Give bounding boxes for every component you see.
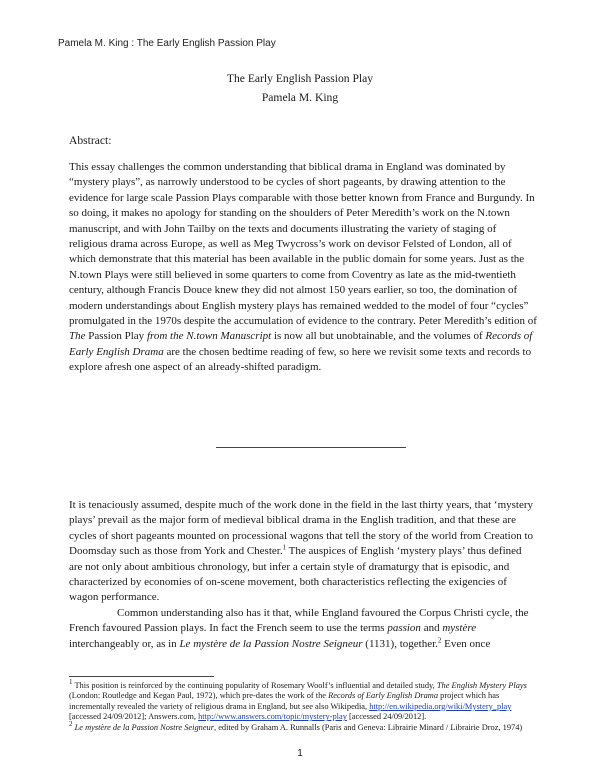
footnote-1 bbox=[69, 678, 537, 723]
body-text-span: (1131), together. bbox=[362, 637, 438, 650]
running-header: Pamela M. King : The Early English Passion Play bbox=[58, 38, 276, 49]
body-text-span: and bbox=[420, 622, 443, 635]
body-text bbox=[69, 498, 537, 652]
footnote-2 bbox=[69, 719, 537, 733]
footnote-italic: The English Mystery Plays bbox=[436, 681, 527, 690]
body-italic: passion bbox=[387, 622, 421, 635]
body-paragraph-2 bbox=[69, 606, 537, 652]
footnote-text: [accessed 24/09/2012]; Answers.com, bbox=[69, 712, 199, 722]
footnote-text: project which has incrementally revealed the variety of religious drama in England, but see also Wikipedia, bbox=[69, 691, 500, 711]
footnote-text: This position is reinforced by the continuing popularity of Rosemary Woolf’s influential and detailed study, bbox=[72, 681, 437, 690]
abstract-label: Abstract: bbox=[69, 134, 112, 147]
body-text-span: Common understanding also has it that, while England favoured the Corpus Christi cycle, the French favoured Passion plays. In fact the French seem to use the terms bbox=[69, 606, 529, 635]
body-text-span: interchangeably or, as in bbox=[69, 637, 180, 650]
footnote-text: (London: Routledge and Kegan Paul, 1972), which pre-dates the work of the bbox=[69, 691, 329, 701]
paper-title: The Early English Passion Play bbox=[226, 72, 374, 85]
abstract-italic-ntown: from the N.town Manuscript bbox=[146, 330, 272, 343]
body-paragraph-1 bbox=[69, 498, 537, 606]
footnote-ref-1[interactable]: 1 bbox=[282, 543, 287, 552]
page-number: 1 bbox=[297, 748, 303, 759]
abstract-text: are the chosen bedtime reading of few, so here we revisit some texts and records to explore afresh one aspect of an already-shifted paradigm. bbox=[69, 345, 532, 374]
body-text-span: It is tenaciously assumed, despite much of the work done in the field in the last thirty years, that ‘mystery plays’ prevail as the major form of medieval biblical drama in the English tradition, and that these are cycles of short pageants mounted on processional wagons that tell the story of the world from Creation to Doomsday such as those from York and Chester. bbox=[69, 499, 534, 558]
paper-author: Pamela M. King bbox=[261, 91, 339, 104]
footnote-italic: Records of Early English Drama bbox=[328, 691, 439, 701]
footnotes bbox=[69, 678, 537, 733]
abstract-text: Passion Play bbox=[85, 330, 147, 343]
footnote-number-2: 2 bbox=[69, 719, 73, 728]
abstract-paragraph bbox=[69, 160, 537, 376]
answers-link[interactable]: http://www.answers.com/topic/mystery-play bbox=[198, 712, 347, 722]
section-separator bbox=[216, 447, 406, 448]
footnote-ref-2[interactable]: 2 bbox=[437, 636, 442, 644]
body-text-span: Even once bbox=[441, 637, 491, 650]
abstract-text: This essay challenges the common understanding that biblical drama in England was dominated by “mystery plays”, as narrowly understood to be cycles of short pageants, by drawing attention to the evidence for large scale Passion Plays comparable with those better known from France and Burgundy. In so doing, it makes no apology for standing on the shoulders of Peter Meredith’s work on the N.town manuscript, and with John Tailby on the texts and documents illustrating the variety of staging of religious drama across Europe, as well as Meg Twycross’s work on devisor Felsted of London, all of which demonstrate that this material has been available in the public domain for some years. Just as the N.town Plays were still believed in some quarters to come from Coventry as late as the mid-twentieth century, although Francis Douce knew they did not almost 150 years earlier, so too, the domination of modern understandings about English mystery plays has remained wedded to the model of four “cycles” promulgated in the 1970s despite the accumulation of evidence to the contrary. Peter Meredith’s edition of bbox=[69, 161, 537, 328]
abstract-italic-the: The bbox=[69, 330, 86, 343]
abstract-text: is now all but unobtainable, and the volumes of bbox=[271, 330, 486, 343]
footnote-italic: Le mystère de la Passion Nostre Seigneur bbox=[72, 722, 215, 732]
body-italic: Le mystère de la Passion Nostre Seigneur bbox=[179, 637, 363, 650]
body-italic: mystère bbox=[442, 622, 477, 635]
footnote-number-1: 1 bbox=[69, 678, 73, 687]
abstract-italic-reed: Records of Early English Drama bbox=[69, 330, 533, 358]
body-text-span: The auspices of English ‘mystery plays’ thus defined are not only about ambitious chronology, but infer a certain style of dramaturgy that is episodic, and characterized by economies of on-scene movement, both characteristics reflecting the exigencies of wagon performance. bbox=[69, 545, 522, 604]
footnote-text: , edited by Graham A. Runnalls (Paris and Geneva: Librairie Minard / Librairie Droz, 1974) bbox=[214, 722, 523, 732]
footnote-text: [accessed 24/09/2012]. bbox=[346, 712, 427, 722]
footnote-rule bbox=[69, 676, 214, 677]
wikipedia-link[interactable]: http://en.wikipedia.org/wiki/Mystery_play bbox=[369, 701, 512, 711]
